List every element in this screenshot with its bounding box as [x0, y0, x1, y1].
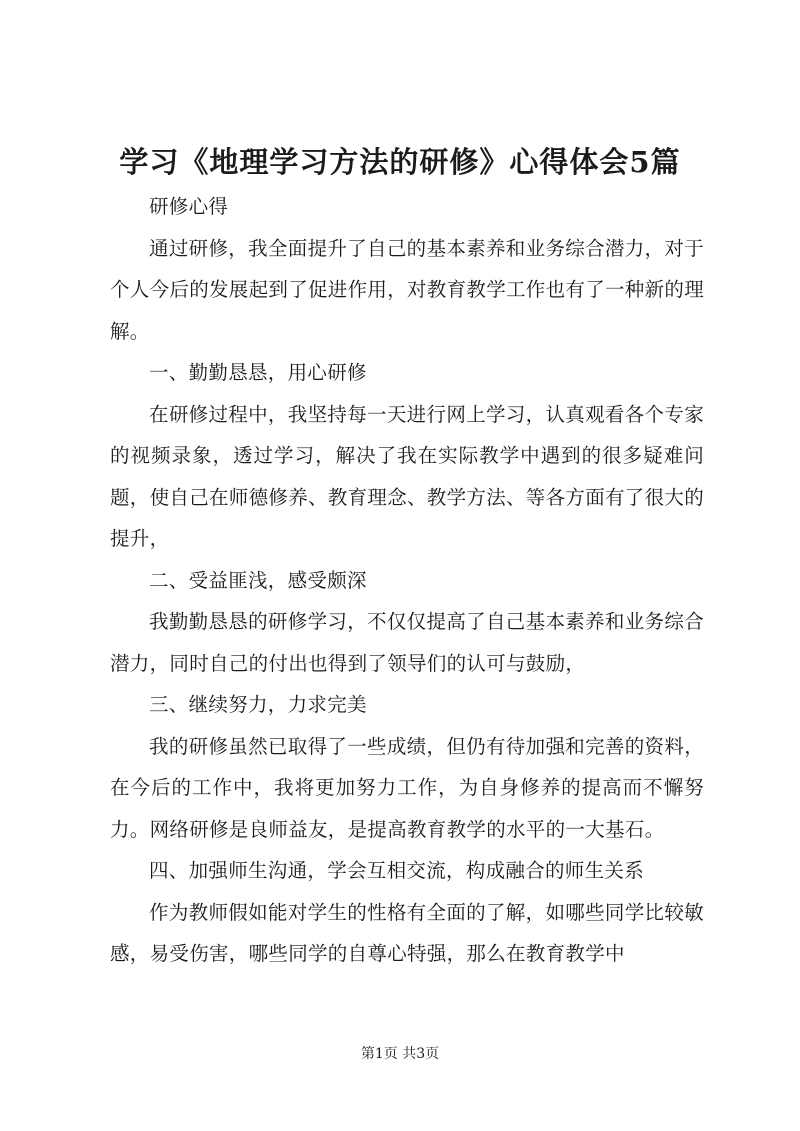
page-footer: 第1页 共3页 — [360, 1046, 440, 1062]
section-heading-2: 二、受益匪浅，感受颇深 — [149, 568, 367, 592]
document-body — [110, 186, 704, 975]
section-heading-4: 四、加强师生沟通，学会互相交流，构成融合的师生关系 — [149, 859, 645, 882]
document-title: 学习《地理学习方法的研修》心得体会5篇 — [119, 145, 681, 179]
paragraph-section-1: 在研修过程中，我坚持每一天进行网上学习，认真观看各个专家的视频录象，透过学习，解决了我在实际教学中遇到的很多疑难问题，使自己在师德修养、教育理念、教学方法、等各方面有了很大的提升， — [110, 402, 705, 550]
paragraph-section-4: 作为教师假如能对学生的性格有全面的了解，如哪些同学比较敏感，易受伤害，哪些同学的自尊心特强，那么在教育教学中 — [110, 900, 704, 965]
section-heading-3: 三、继续努力，力求完美 — [149, 693, 367, 716]
paragraph-heading-research-notes: 研修心得 — [149, 195, 229, 218]
section-heading-1: 一、勤勤恳恳，用心研修 — [149, 361, 367, 384]
paragraph-intro: 通过研修，我全面提升了自己的基本素养和业务综合潜力，对于个人今后的发展起到了促进作用，对教育教学工作也有了一种新的理解。 — [110, 236, 705, 343]
paragraph-section-2: 我勤勤恳恳的研修学习，不仅仅提高了自己基本素养和业务综合潜力，同时自己的付出也得到了领导们的认可与鼓励， — [110, 610, 704, 675]
paragraph-section-3: 我的研修虽然已取得了一些成绩，但仍有待加强和完善的资料，在今后的工作中，我将更加努力工作，为自身修养的提高而不懈努力。网络研修是良师益友，是提高教育教学的水平的一大基石。 — [110, 734, 704, 841]
